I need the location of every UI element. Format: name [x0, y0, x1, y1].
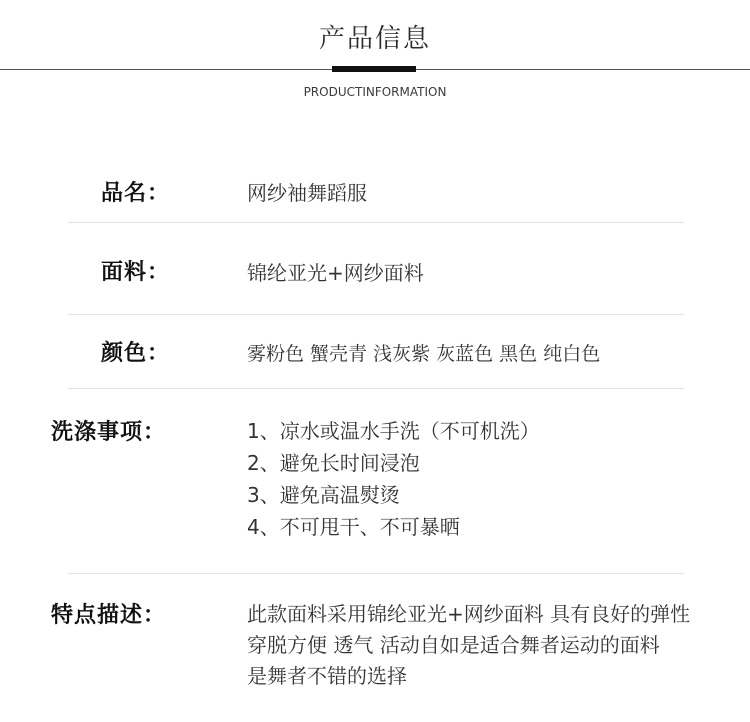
row-divider: [68, 314, 684, 315]
care-label: 洗涤事项：: [51, 420, 167, 445]
page-subtitle: PRODUCTINFORMATION: [303, 85, 447, 99]
color-label: 颜色：: [101, 341, 171, 366]
color-value: 雾粉色 蟹壳青 浅灰紫 灰蓝色 黑色 纯白色: [247, 343, 601, 365]
fabric-label: 面料：: [101, 260, 171, 285]
features-line: 是舞者不错的选择: [247, 664, 407, 688]
care-item: 3、避免高温熨烫: [247, 483, 400, 507]
product-name-label: 品名：: [101, 181, 171, 206]
features-label: 特点描述：: [51, 603, 167, 628]
care-item: 4、不可甩干、不可暴晒: [247, 515, 460, 539]
features-line: 此款面料采用锦纶亚光+网纱面料 具有良好的弹性: [247, 602, 691, 626]
care-item: 2、避免长时间浸泡: [247, 451, 420, 475]
features-line: 穿脱方便 透气 活动自如是适合舞者运动的面料: [247, 633, 660, 657]
care-item: 1、凉水或温水手洗（不可机洗）: [247, 419, 540, 443]
row-divider: [68, 388, 684, 389]
fabric-value: 锦纶亚光+网纱面料: [247, 261, 424, 285]
row-divider: [68, 573, 684, 574]
product-name-value: 网纱袖舞蹈服: [247, 181, 367, 205]
page-title: 产品信息: [318, 24, 431, 54]
header-accent-bar: [332, 66, 416, 72]
row-divider: [68, 222, 684, 223]
